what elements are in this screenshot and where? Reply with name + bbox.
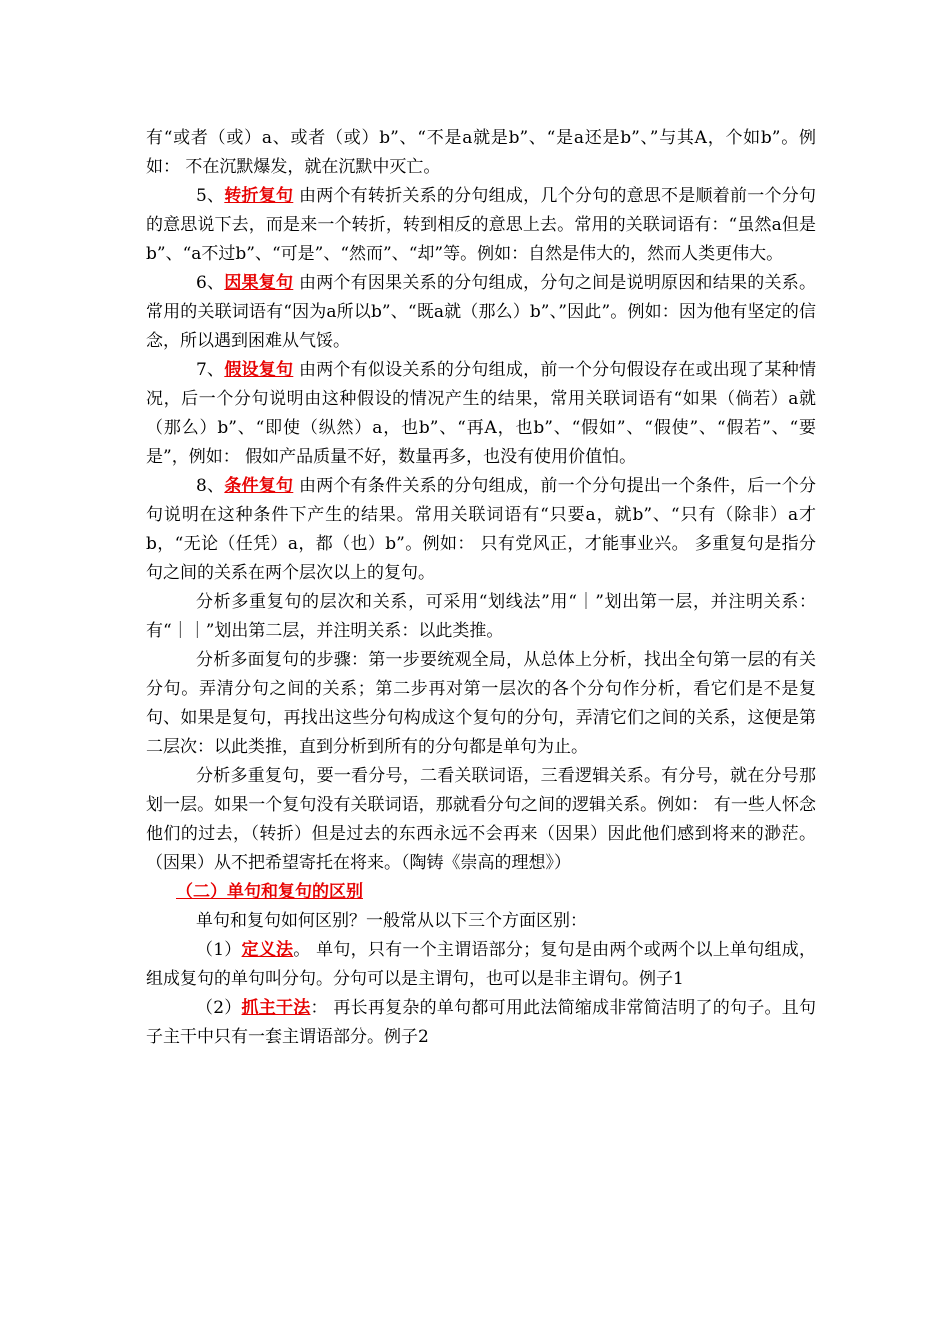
paragraph-text: 。 单句，只有一个主谓语部分；复句是由两个或两个以上单句组成，组成复句的单句叫分句。分句可以是主谓句，也可以是非主谓句。例子1 bbox=[146, 940, 816, 989]
term-causal: 因果复句 bbox=[224, 273, 294, 293]
item-number: 5、 bbox=[196, 186, 225, 206]
paragraph-definition-method bbox=[146, 936, 816, 994]
term-trunk-method: 抓主干法 bbox=[241, 998, 311, 1018]
paragraph-analysis-method bbox=[146, 588, 816, 646]
paragraph-distinction-intro bbox=[146, 907, 816, 936]
paragraph-text: 分析多重复句，要一看分号，二看关联词语，三看逻辑关系。有分号，就在分号那划一层。如果一个复句没有关联词语，那就看分句之间的逻辑关系。例如： 有一些人怀念他们的过去，（转折）但是过去的东西永远不会再来（因果）因此他们感到将来的渺茫。（因果）从不把希望寄托在将来。（陶铸《崇高的理想》） bbox=[146, 766, 816, 873]
paragraph-text: ： 再长再复杂的单句都可用此法简缩成非常简洁明了的句子。且句子主干中只有一套主谓语部分。例子2 bbox=[146, 998, 816, 1047]
term-adversative: 转折复句 bbox=[224, 186, 294, 206]
document-page bbox=[146, 124, 816, 1052]
paragraph-trunk-method bbox=[146, 994, 816, 1052]
paragraph-text: 有“或者（或）a、或者（或）b”、“不是a就是b”、“是a还是b”、”与其A，个如b”。例如： 不在沉默爆发，就在沉默中灭亡。 bbox=[146, 128, 816, 177]
section-heading bbox=[146, 878, 816, 907]
paragraph-text: 由两个有转折关系的分句组成，几个分句的意思不是顺着前一个分句的意思说下去，而是来一个转折，转到相反的意思上去。常用的关联词语有：“虽然a但是b”、“a不过b”、“可是”、“然而”、“却”等。例如：自然是伟大的，然而人类更伟大。 bbox=[146, 186, 817, 264]
section-title: （二）单句和复句的区别 bbox=[176, 882, 363, 902]
paragraph-analysis-steps bbox=[146, 646, 816, 762]
term-definition-method: 定义法 bbox=[241, 940, 294, 960]
term-hypothetical: 假设复句 bbox=[224, 360, 294, 380]
paragraph-text: 由两个有因果关系的分句组成，分句之间是说明原因和结果的关系。常用的关联词语有“因为a所以b”、“既a就（那么）b”、”因此”。例如：因为他有坚定的信念，所以遇到困难从气馁。 bbox=[146, 273, 817, 351]
item-number: 8、 bbox=[196, 476, 225, 496]
paragraph-text: 由两个有似设关系的分句组成，前一个分句假设存在或出现了某种情况，后一个分句说明由这种假设的情况产生的结果，常用关联词语有“如果（倘若）a就（那么）b”、“即使（纵然）a，也b”、“再A，也b”、“假如”、“假使”、“假若”、“要是”，例如： 假如产品质量不好，数量再多，也没有使用价值怕。 bbox=[146, 360, 817, 467]
term-conditional: 条件复句 bbox=[224, 476, 294, 496]
paragraph-alternative-continued bbox=[146, 124, 816, 182]
item-number: 6、 bbox=[196, 273, 225, 293]
paragraph-causal bbox=[146, 269, 816, 356]
item-number: （1） bbox=[196, 940, 242, 960]
paragraph-conditional bbox=[146, 472, 816, 588]
paragraph-text: 单句和复句如何区别？一般常从以下三个方面区别： bbox=[196, 911, 587, 931]
paragraph-text: 由两个有条件关系的分句组成，前一个分句提出一个条件，后一个分句说明在这种条件下产生的结果。常用关联词语有“只要a，就b”、“只有（除非）a才b，“无论（任凭）a，都（也）b”。例如： 只有党风正，才能事业兴。 多重复句是指分句之间的关系在两个层次以上的复句。 bbox=[146, 476, 817, 583]
item-number: 7、 bbox=[196, 360, 225, 380]
item-number: （2） bbox=[196, 998, 242, 1018]
paragraph-text: 分析多面复句的步骤：第一步要统观全局，从总体上分析，找出全句第一层的有关分句。弄清分句之间的关系；第二步再对第一层次的各个分句作分析，看它们是不是复句、如果是复句，再找出这些分句构成这个复句的分句，弄清它们之间的关系，这便是第二层次：以此类推，直到分析到所有的分句都是单句为止。 bbox=[146, 650, 816, 757]
paragraph-analysis-tips bbox=[146, 762, 816, 878]
paragraph-adversative bbox=[146, 182, 816, 269]
paragraph-text: 分析多重复句的层次和关系，可采用“划线法”用“｜”划出第一层，并注明关系：有“｜｜”划出第二层，并注明关系：以此类推。 bbox=[146, 592, 816, 641]
paragraph-hypothetical bbox=[146, 356, 816, 472]
